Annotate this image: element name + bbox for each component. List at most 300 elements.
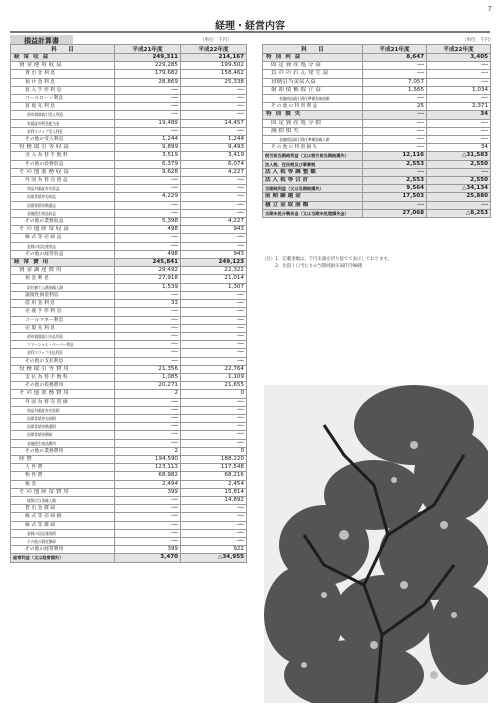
value-fy22: 0 — [181, 447, 247, 455]
value-fy22: ── — [181, 234, 247, 242]
row-label: その他の経常収益 — [11, 250, 115, 258]
row-label: その他の役務収益 — [11, 160, 115, 168]
row-label: 法 人 税 等 調 整 額 — [263, 168, 363, 176]
table-row — [11, 390, 247, 398]
table-row — [11, 226, 247, 234]
value-fy22: 1,109 — [181, 373, 247, 381]
value-fy22: ── — [181, 537, 247, 545]
value-fy21: 1,085 — [115, 373, 181, 381]
table-row — [11, 275, 247, 283]
value-fy22: ── — [181, 414, 247, 422]
table-row — [11, 537, 247, 545]
value-fy21: 249,311 — [115, 54, 181, 62]
row-label: コールローン利息 — [11, 95, 115, 103]
row-label: 譲渡性預金利息 — [11, 291, 115, 299]
value-fy21: 19,489 — [115, 119, 181, 127]
value-fy22: ── — [181, 521, 247, 529]
table-row — [11, 193, 247, 201]
footnote-2: 2．出資１口当たりの当期純損失387円98銭 — [262, 264, 363, 269]
table-row — [263, 119, 491, 127]
unit-label-left: （単位：千円） — [200, 38, 232, 43]
table-row — [11, 373, 247, 381]
column-header-item: 科 目 — [263, 45, 363, 54]
value-fy22: 25,338 — [181, 78, 247, 86]
value-fy22: △31,583 — [427, 152, 491, 160]
table-row — [11, 308, 247, 316]
table-header-row — [263, 45, 491, 54]
value-fy22: ── — [181, 316, 247, 324]
value-fy22: ── — [427, 78, 491, 86]
value-fy21: ── — [115, 127, 181, 135]
value-fy21: 6,379 — [115, 160, 181, 168]
table-header-row — [11, 45, 247, 54]
table-row — [11, 185, 247, 193]
value-fy22: △34,134 — [427, 185, 491, 193]
tree-photo — [264, 385, 488, 703]
value-fy22: ── — [181, 201, 247, 209]
row-label: 受 入 為 替 手 数 料 — [11, 152, 115, 160]
row-label: 金融商品取引責任準備金繰入額 — [263, 136, 363, 144]
row-label: 有価証券利息配当金 — [11, 119, 115, 127]
value-fy22: 1,307 — [181, 283, 247, 291]
value-fy21: ── — [115, 111, 181, 119]
value-fy22: ── — [181, 308, 247, 316]
value-fy22: 14,892 — [181, 496, 247, 504]
row-label: 外 国 為 替 売 買 益 — [11, 177, 115, 185]
table-row — [11, 242, 247, 250]
row-label: 法人税、住民税及び事業税 — [263, 160, 363, 168]
table-row — [11, 357, 247, 365]
value-fy21: ── — [115, 86, 181, 94]
value-fy21: ── — [115, 308, 181, 316]
table-row — [11, 382, 247, 390]
table-row — [11, 439, 247, 447]
row-label: 特 別 損 失 — [263, 111, 363, 119]
value-fy21: 27,918 — [115, 275, 181, 283]
row-label: 債券貸借取引受入利息 — [11, 111, 115, 119]
table-row — [11, 300, 247, 308]
row-label: 積 立 金 取 崩 額 — [263, 201, 363, 209]
value-fy21: 28,869 — [115, 78, 181, 86]
value-fy21: ── — [363, 95, 427, 103]
value-fy22: ── — [181, 513, 247, 521]
value-fy21: 25 — [363, 103, 427, 111]
value-fy21: 27,068 — [363, 209, 427, 217]
row-label: 株 式 等 償 却 — [11, 521, 115, 529]
value-fy21: 1,565 — [363, 86, 427, 94]
value-fy21: ── — [115, 316, 181, 324]
unit-label-right: （単位：千円） — [462, 38, 494, 43]
row-label: 経常利益（又は経常損失） — [11, 554, 115, 562]
value-fy22: 9,493 — [181, 144, 247, 152]
table-row — [11, 127, 247, 135]
value-fy21: 2,494 — [115, 480, 181, 488]
value-fy21: ── — [115, 496, 181, 504]
table-row — [11, 447, 247, 455]
table-row — [11, 168, 247, 176]
value-fy21: ── — [115, 349, 181, 357]
value-fy21: ── — [115, 431, 181, 439]
value-fy21: ── — [363, 201, 427, 209]
value-fy22: ── — [181, 529, 247, 537]
row-label: 減 損 損 失 — [263, 127, 363, 135]
row-label: 貸 出 金 利 息 — [11, 70, 115, 78]
value-fy21: 399 — [115, 546, 181, 554]
row-label: そ の 他 経 常 費 用 — [11, 488, 115, 496]
column-header-fy22: 平成22年度 — [427, 45, 491, 54]
value-fy22: 34 — [427, 144, 491, 152]
table-row — [263, 78, 491, 86]
table-row — [11, 136, 247, 144]
value-fy21: 399 — [115, 488, 181, 496]
table-row — [263, 144, 491, 152]
value-fy22: 1,034 — [427, 86, 491, 94]
value-fy21: 5,398 — [115, 218, 181, 226]
row-label: その他の経常費用 — [11, 546, 115, 554]
row-label: 固 定 資 産 処 分 益 — [263, 62, 363, 70]
value-fy21: ── — [115, 324, 181, 332]
row-label: 金融派生商品費用 — [11, 439, 115, 447]
table-row — [11, 316, 247, 324]
row-label: その他の業務費用 — [11, 447, 115, 455]
column-header-fy22: 平成22年度 — [181, 45, 247, 54]
value-fy21: 498 — [115, 226, 181, 234]
value-fy21: ── — [363, 144, 427, 152]
row-label: そ の 他 の 特 別 損 失 — [263, 144, 363, 152]
value-fy21: ── — [115, 414, 181, 422]
value-fy21: 2 — [115, 447, 181, 455]
table-row — [11, 119, 247, 127]
value-fy22: △8,253 — [427, 209, 491, 217]
value-fy21: 2,553 — [363, 177, 427, 185]
value-fy21: 123,113 — [115, 464, 181, 472]
value-fy22: ── — [181, 185, 247, 193]
row-label: 金融商品取引責任準備金取崩額 — [263, 95, 363, 103]
column-header-fy21: 平成21年度 — [115, 45, 181, 54]
column-header-fy21: 平成21年度 — [363, 45, 427, 54]
row-label: 貸倒引当金戻入益 — [263, 78, 363, 86]
value-fy22: ── — [427, 119, 491, 127]
value-fy22: 158,462 — [181, 70, 247, 78]
row-label: 負 の の れ ん 発 生 益 — [263, 70, 363, 78]
row-label: 商品有価証券売買益 — [11, 185, 115, 193]
value-fy21: ── — [115, 529, 181, 537]
row-label: 人 件 費 — [11, 464, 115, 472]
value-fy21: ── — [363, 136, 427, 144]
row-label: 特 別 利 益 — [263, 54, 363, 62]
value-fy22: 21,655 — [181, 382, 247, 390]
table-row — [11, 472, 247, 480]
value-fy21: 194,590 — [115, 455, 181, 463]
table-row — [263, 201, 491, 209]
table-row — [11, 513, 247, 521]
value-fy21: 1,539 — [115, 283, 181, 291]
table-row — [11, 431, 247, 439]
row-label: 国債等債券売却損 — [11, 414, 115, 422]
value-fy22: ── — [181, 95, 247, 103]
row-label: 前 期 繰 越 金 — [263, 193, 363, 201]
table-row — [263, 160, 491, 168]
row-label: 買 入 手 形 利 息 — [11, 86, 115, 94]
value-fy22: ── — [181, 423, 247, 431]
table-row — [263, 185, 491, 193]
table-row — [11, 62, 247, 70]
value-fy22: ── — [181, 127, 247, 135]
row-label: 国債等債券償還益 — [11, 201, 115, 209]
row-label: 役 務 取 引 等 収 益 — [11, 144, 115, 152]
value-fy22: 4,227 — [181, 168, 247, 176]
row-label: その他の支払利息 — [11, 357, 115, 365]
table-row — [11, 259, 247, 267]
table-row — [263, 152, 491, 160]
value-fy22: 4,227 — [181, 218, 247, 226]
column-header-item: 科 目 — [11, 45, 115, 54]
table-row — [263, 168, 491, 176]
value-fy22: 3,405 — [427, 54, 491, 62]
value-fy22: 6,074 — [181, 160, 247, 168]
value-fy22: ── — [181, 332, 247, 340]
table-row — [11, 218, 247, 226]
value-fy21: ── — [115, 341, 181, 349]
value-fy22: 1,244 — [181, 136, 247, 144]
value-fy21: 17,503 — [363, 193, 427, 201]
row-label: 貸 出 金 償 却 — [11, 505, 115, 513]
row-label: 経 常 収 益 — [11, 54, 115, 62]
value-fy22: ── — [181, 324, 247, 332]
value-fy21: ── — [115, 513, 181, 521]
row-label: その他の役務費用 — [11, 382, 115, 390]
row-label: 税 金 — [11, 480, 115, 488]
value-fy22: ── — [181, 193, 247, 201]
table-row — [11, 95, 247, 103]
value-fy21: 8,647 — [363, 54, 427, 62]
value-fy21: ── — [363, 168, 427, 176]
row-label: 税引前当期純利益（又は税引前当期純損失） — [263, 152, 363, 160]
row-label: そ の 他 業 務 費 用 — [11, 390, 115, 398]
value-fy22: 2,454 — [181, 480, 247, 488]
row-label: 売 現 先 利 息 — [11, 324, 115, 332]
value-fy22: 22,322 — [181, 267, 247, 275]
row-label: その他の受入利息 — [11, 136, 115, 144]
income-statement-right-table — [262, 44, 491, 218]
value-fy21: ── — [115, 423, 181, 431]
page-title: 経理・経営内容 — [215, 21, 285, 32]
row-label: 預 金 利 息 — [11, 275, 115, 283]
header-divider — [10, 31, 490, 33]
value-fy21: ── — [115, 521, 181, 529]
row-label: 株 式 等 売 却 益 — [11, 234, 115, 242]
table-row — [263, 70, 491, 78]
tree-photo-illustration — [264, 385, 488, 703]
table-row — [11, 267, 247, 275]
row-label: 給付補てん備金繰入額 — [11, 283, 115, 291]
value-fy21: 7,057 — [363, 78, 427, 86]
table-row — [263, 111, 491, 119]
table-row — [263, 136, 491, 144]
row-label: 商品有価証券売買損 — [11, 406, 115, 414]
income-statement-left-table — [10, 44, 247, 563]
value-fy22: ── — [181, 111, 247, 119]
value-fy21: ── — [363, 62, 427, 70]
value-fy21: 2,553 — [363, 160, 427, 168]
row-label: 国債等債券償還損 — [11, 423, 115, 431]
row-label: 当期純利益（又は当期純損失） — [263, 185, 363, 193]
table-row — [11, 152, 247, 160]
value-fy22: ── — [427, 168, 491, 176]
value-fy22: 117,548 — [181, 464, 247, 472]
value-fy22: ── — [427, 201, 491, 209]
row-label: 物 件 費 — [11, 472, 115, 480]
value-fy21: ── — [363, 111, 427, 119]
value-fy22: 199,502 — [181, 62, 247, 70]
table-row — [263, 86, 491, 94]
table-row — [11, 341, 247, 349]
table-row — [11, 250, 247, 258]
table-row — [11, 86, 247, 94]
value-fy22: ── — [181, 103, 247, 111]
row-label: そ の 他 経 常 収 益 — [11, 226, 115, 234]
table-row — [11, 480, 247, 488]
value-fy22: 943 — [181, 250, 247, 258]
table-row — [263, 54, 491, 62]
row-label: 売 渡 手 形 利 息 — [11, 308, 115, 316]
value-fy21: ── — [363, 119, 427, 127]
row-label: 支 払 為 替 手 数 料 — [11, 373, 115, 381]
row-label: 当期未処分剰余金（又は当期未処理損失金） — [263, 209, 363, 217]
row-label: 金利スワップ受入利息 — [11, 127, 115, 135]
value-fy22: ── — [181, 439, 247, 447]
value-fy22: 34 — [427, 111, 491, 119]
value-fy22: 21,014 — [181, 275, 247, 283]
value-fy22: 2,371 — [427, 103, 491, 111]
value-fy21: 33 — [115, 300, 181, 308]
table-row — [11, 291, 247, 299]
table-row — [11, 365, 247, 373]
value-fy21: 3,470 — [115, 554, 181, 562]
value-fy21: ── — [115, 185, 181, 193]
page-number: 7 — [487, 5, 492, 13]
table-row — [11, 554, 247, 562]
table-row — [263, 127, 491, 135]
footnote-1: （注）1．記載金額は、千円未満を切り捨てて表示しております。 — [262, 257, 392, 262]
row-label: 買 現 先 利 息 — [11, 103, 115, 111]
value-fy22: 68,216 — [181, 472, 247, 480]
value-fy22: ── — [427, 62, 491, 70]
value-fy22: 188,220 — [181, 455, 247, 463]
value-fy21: ── — [115, 398, 181, 406]
table-row — [263, 103, 491, 111]
table-row — [11, 160, 247, 168]
row-label: 資 金 調 達 費 用 — [11, 267, 115, 275]
table-row — [11, 496, 247, 504]
value-fy22: ── — [181, 177, 247, 185]
row-label: その他の業務収益 — [11, 218, 115, 226]
row-label: 固 定 資 産 処 分 損 — [263, 119, 363, 127]
value-fy22: ── — [181, 398, 247, 406]
table-row — [11, 529, 247, 537]
row-label: 経 費 — [11, 455, 115, 463]
value-fy21: 179,682 — [115, 70, 181, 78]
value-fy22: ── — [181, 291, 247, 299]
value-fy21: 9,628 — [115, 168, 181, 176]
value-fy21: 68,982 — [115, 472, 181, 480]
table-row — [11, 398, 247, 406]
table-row — [263, 95, 491, 103]
value-fy22: 2,550 — [427, 160, 491, 168]
footnotes — [262, 256, 492, 270]
value-fy22: ── — [181, 357, 247, 365]
table-row — [11, 103, 247, 111]
row-label: 株 式 等 売 却 損 — [11, 513, 115, 521]
value-fy21: 9,899 — [115, 144, 181, 152]
table-row — [11, 414, 247, 422]
table-row — [11, 521, 247, 529]
value-fy21: ── — [115, 439, 181, 447]
row-label: 金銭の信託運用損 — [11, 529, 115, 537]
table-row — [263, 193, 491, 201]
value-fy22: ── — [427, 127, 491, 135]
table-row — [11, 406, 247, 414]
value-fy22: 22,764 — [181, 365, 247, 373]
table-row — [11, 209, 247, 217]
row-label: 資 金 運 用 収 益 — [11, 62, 115, 70]
value-fy22: 922 — [181, 546, 247, 554]
table-row — [11, 332, 247, 340]
value-fy21: 2 — [115, 390, 181, 398]
table-row — [263, 177, 491, 185]
value-fy22: 25,880 — [427, 193, 491, 201]
row-label: 経 常 費 用 — [11, 259, 115, 267]
value-fy22: ── — [181, 242, 247, 250]
value-fy22: 2,550 — [427, 177, 491, 185]
value-fy21: ── — [115, 537, 181, 545]
value-fy22: ── — [427, 95, 491, 103]
row-label: 金利スワップ支払利息 — [11, 349, 115, 357]
value-fy21: ── — [115, 242, 181, 250]
value-fy22: 3,419 — [181, 152, 247, 160]
value-fy22: ── — [181, 349, 247, 357]
value-fy21: ── — [115, 234, 181, 242]
table-row — [11, 144, 247, 152]
value-fy21: 21,356 — [115, 365, 181, 373]
row-label: 国債等債券償却 — [11, 431, 115, 439]
value-fy22: 214,167 — [181, 54, 247, 62]
table-row — [11, 78, 247, 86]
row-label: 償 却 債 権 取 立 益 — [263, 86, 363, 94]
value-fy22: ── — [181, 505, 247, 513]
value-fy22: ── — [181, 341, 247, 349]
value-fy21: 498 — [115, 250, 181, 258]
row-label: 役 務 取 引 等 費 用 — [11, 365, 115, 373]
value-fy22: 15,814 — [181, 488, 247, 496]
value-fy21: ── — [115, 201, 181, 209]
table-row — [11, 488, 247, 496]
row-label: そ の 他 業 務 収 益 — [11, 168, 115, 176]
row-label: 預 け 金 利 息 — [11, 78, 115, 86]
row-label: そ の 他 の 特 別 利 益 — [263, 103, 363, 111]
value-fy21: ── — [115, 209, 181, 217]
value-fy22: △34,955 — [181, 554, 247, 562]
value-fy21: ── — [363, 70, 427, 78]
value-fy21: 9,564 — [363, 185, 427, 193]
table-row — [11, 505, 247, 513]
value-fy21: ── — [115, 332, 181, 340]
table-row — [11, 70, 247, 78]
value-fy22: ── — [427, 70, 491, 78]
value-fy22: ── — [181, 209, 247, 217]
table-row — [11, 546, 247, 554]
value-fy22: ── — [181, 406, 247, 414]
